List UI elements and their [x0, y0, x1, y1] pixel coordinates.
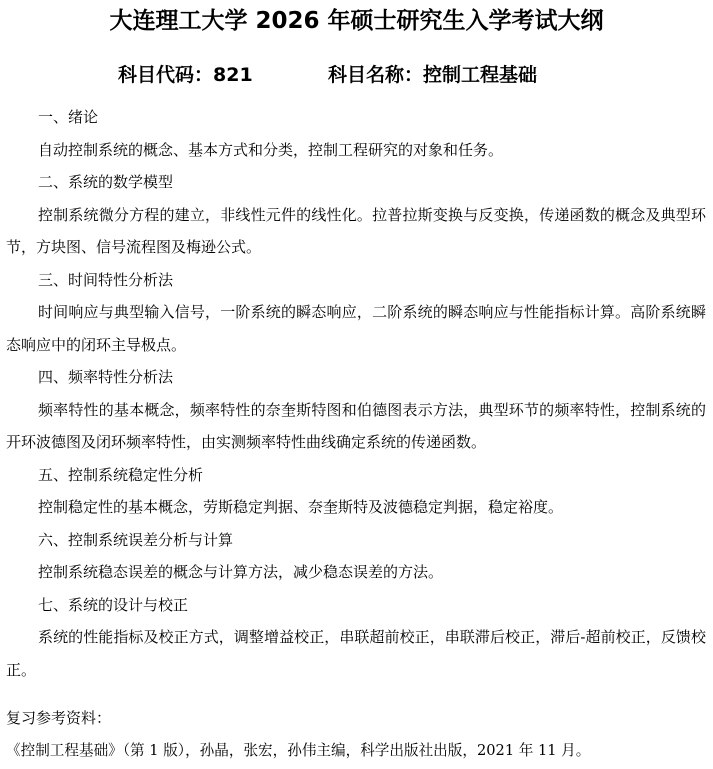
section-heading: 五、控制系统稳定性分析	[38, 465, 204, 484]
section-content: 控制系统稳态误差的概念与计算方法，减少稳态误差的方法。	[38, 563, 444, 581]
section-heading: 六、控制系统误差分析与计算	[38, 530, 234, 549]
section-content: 频率特性的基本概念，频率特性的奈奎斯特图和伯德图表示方法，典型环节的频率特性，控制系统的开环波德图及闭环频率特性，由实测频率特性曲线确定系统的传递函数。	[6, 400, 706, 451]
section-heading: 四、频率特性分析法	[38, 368, 174, 386]
section-heading: 七、系统的设计与校正	[38, 595, 189, 614]
subject-line	[0, 60, 713, 90]
page-title: 大连理工大学 2026 年硕士研究生入学考试大纲	[109, 8, 604, 34]
section-heading: 一、绪论	[38, 108, 99, 126]
references-title: 复习参考资料：	[6, 709, 112, 727]
section-content: 自动控制系统的概念、基本方式和分类，控制工程研究的对象和任务。	[38, 140, 504, 159]
subject-code: 科目代码：821	[118, 64, 253, 86]
syllabus-body	[6, 101, 706, 767]
subject-name: 科目名称：控制工程基础	[328, 64, 538, 86]
section-content: 控制系统微分方程的建立，非线性元件的线性化。拉普拉斯变换与反变换，传递函数的概念及典型环节，方块图、信号流程图及梅逊公式。	[6, 205, 706, 256]
reference-item: 《控制工程基础》（第 1 版），孙晶，张宏，孙伟主编，科学出版社出版，2021 年 11 月。	[6, 741, 591, 759]
spacer	[6, 686, 706, 702]
section-content: 控制稳定性的基本概念，劳斯稳定判据、奈奎斯特及波德稳定判据，稳定裕度。	[38, 498, 564, 516]
section-heading: 三、时间特性分析法	[38, 270, 174, 289]
section-heading: 二、系统的数学模型	[38, 173, 174, 191]
section-content: 系统的性能指标及校正方式，调整增益校正，串联超前校正，串联滞后校正，滞后-超前校正，反馈校正。	[6, 628, 706, 679]
section-content: 时间响应与典型输入信号，一阶系统的瞬态响应，二阶系统的瞬态响应与性能指标计算。高阶系统瞬态响应中的闭环主导极点。	[6, 303, 706, 354]
